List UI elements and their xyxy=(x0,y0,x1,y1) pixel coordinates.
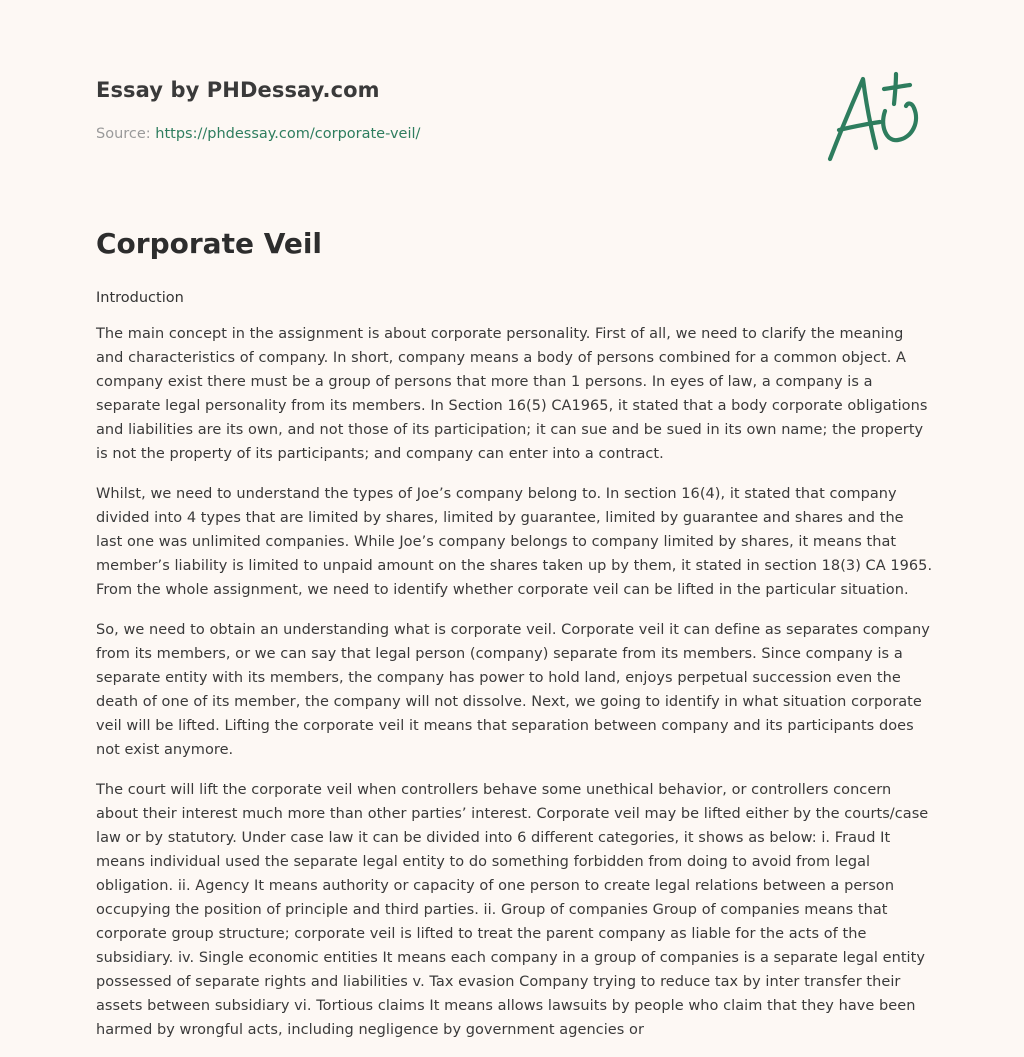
source-line xyxy=(96,124,796,144)
source-label: Source: xyxy=(96,126,156,142)
site-title: Essay by PHDessay.com xyxy=(96,78,380,102)
paragraph-3: So, we need to obtain an understanding what is corporate veil. Corporate veil it can define as separates company from its members, or we can say that legal person (company) separate from its members. Since company is a separate entity with its members, the company has power to hold land, enjoys perpetual succession even the death of one of its member, the company will not dissolve. Next, we going to identify in what situation corporate veil will be lifted. Lifting the corporate veil it means that separation between company and its participants does not exist anymore. xyxy=(96,622,930,758)
page-header xyxy=(96,76,796,144)
a-plus-grade-icon xyxy=(822,68,926,164)
paragraph-1: The main concept in the assignment is about corporate personality. First of all, we need to clarify the meaning and characteristics of company. In short, company means a body of persons combined for a common object. A company exist there must be a group of persons that more than 1 persons. In eyes of law, a company is a separate legal personality from its members. In Section 16(5) CA1965, it stated that a body corporate obligations and liabilities are its own, and not those of its participation; it can sue and be sued in its own name; the property is not the property of its participants; and company can enter into a contract. xyxy=(96,326,928,462)
essay-title: Corporate Veil xyxy=(96,227,323,260)
essay-article xyxy=(96,226,934,1042)
source-link[interactable]: https://phdessay.com/corporate-veil/ xyxy=(155,126,421,142)
paragraph-4: The court will lift the corporate veil when controllers behave some unethical behavior, or controllers concern about their interest much more than other parties’ interest. Corporate veil may be lifted either by the courts/case law or by statutory. Under case law it can be divided into 6 different categories, it shows as below: i. Fraud It means individual used the separate legal entity to do something forbidden from doing to avoid from legal obligation. ii. Agency It means authority or capacity of one person to create legal relations between a person occupying the position of principle and third parties. ii. Group of companies Group of companies means that corporate group structure; corporate veil is lifted to treat the parent company as liable for the acts of the subsidiary. iv. Single economic entities It means each company in a group of companies is a separate legal entity possessed of separate rights and liabilities v. Tax evasion Company trying to reduce tax by inter transfer their assets between subsidiary vi. Tortious claims It means allows lawsuits by people who claim that they have been harmed by wrongful acts, including negligence by government agencies or xyxy=(96,782,929,1038)
paragraph-2: Whilst, we need to understand the types of Joe’s company belong to. In section 16(4), it stated that company divided into 4 types that are limited by shares, limited by guarantee, limited by guarantee and shares and the last one was unlimited companies. While Joe’s company belongs to company limited by shares, it means that member’s liability is limited to unpaid amount on the shares taken up by them, it stated in section 18(3) CA 1965. From the whole assignment, we need to identify whether corporate veil can be lifted in the particular situation. xyxy=(96,486,933,598)
section-heading: Introduction xyxy=(96,290,184,306)
